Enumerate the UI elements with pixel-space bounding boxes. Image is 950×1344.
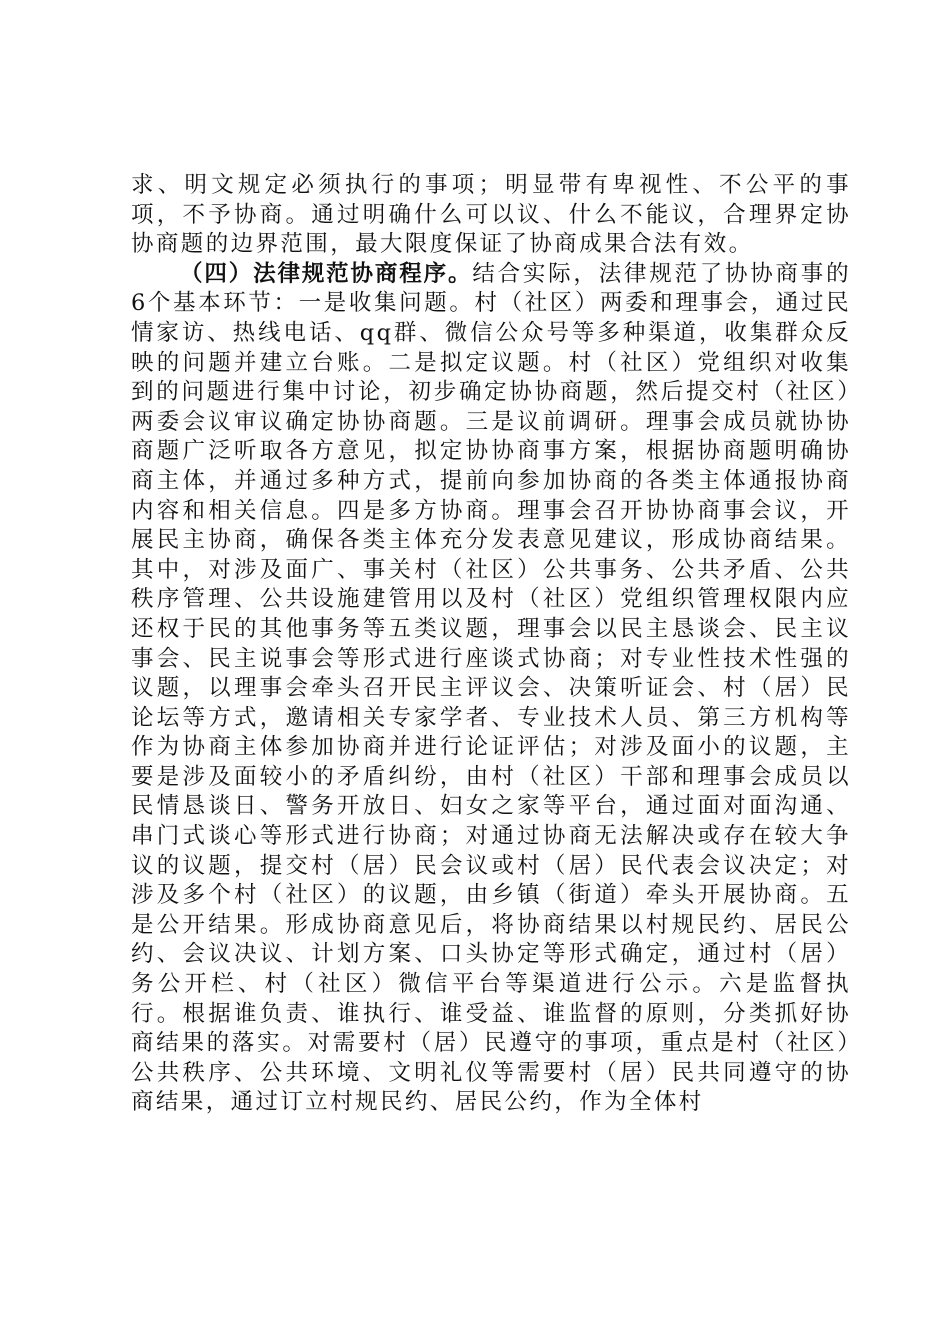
document-body [131,171,851,1118]
paragraph-continued [131,171,851,260]
section-heading: （四）法律规范协商程序。 [180,260,473,287]
paragraph-procedure [131,260,851,1118]
paragraph-1-text: 求、明文规定必须执行的事项；明显带有卑视性、不公平的事项，不予协商。通过明确什么可以议、什么不能议，合理界定协协商题的边界范围，最大限度保证了协商成果合法有效。 [131,172,851,258]
paragraph-2-text: 结合实际，法律规范了协协商事的6个基本环节：一是收集问题。村（社区）两委和理事会，通过民情家访、热线电话、qq群、微信公众号等多种渠道，收集群众反映的问题并建立台账。二是拟定议题。村（社区）党组织对收集到的问题进行集中讨论，初步确定协协商题，然后提交村（社区）两委会议审议确定协协商题。三是议前调研。理事会成员就协协商题广泛听取各方意见，拟定协协商事方案，根据协商题明确协商主体，并通过多种方式，提前向参加协商的各类主体通报协商内容和相关信息。四是多方协商。理事会召开协协商事会议，开展民主协商，确保各类主体充分发表意见建议，形成协商结果。其中，对涉及面广、事关村（社区）公共事务、公共矛盾、公共秩序管理、公共设施建管用以及村（社区）党组织管理权限内应还权于民的其他事务等五类议题，理事会以民主恳谈会、民主议事会、民主说事会等形式进行座谈式协商；对专业性技术性强的议题，以理事会牵头召开民主评议会、决策听证会、村（居）民论坛等方式，邀请相关专家学者、专业技术人员、第三方机构等作为协商主体参加协商并进行论证评估；对涉及面小的议题，主要是涉及面较小的矛盾纠纷，由村（社区）干部和理事会成员以民情恳谈日、警务开放日、妇女之家等平台，通过面对面沟通、串门式谈心等形式进行协商；对通过协商无法解决或存在较大争议的议题，提交村（居）民会议或村（居）民代表会议决定；对涉及多个村（社区）的议题，由乡镇（街道）牵头开展协商。五是公开结果。形成协商意见后，将协商结果以村规民约、居民公约、会议决议、计划方案、口头协定等形式确定，通过村（居）务公开栏、村（社区）微信平台等渠道进行公示。六是监督执行。根据谁负责、谁执行、谁受益、谁监督的原则，分类抓好协商结果的落实。对需要村（居）民遵守的事项，重点是村（社区）公共秩序、公共环境、文明礼仪等需要村（居）民共同遵守的协商结果，通过订立村规民约、居民公约，作为全体村 [131,260,851,1116]
